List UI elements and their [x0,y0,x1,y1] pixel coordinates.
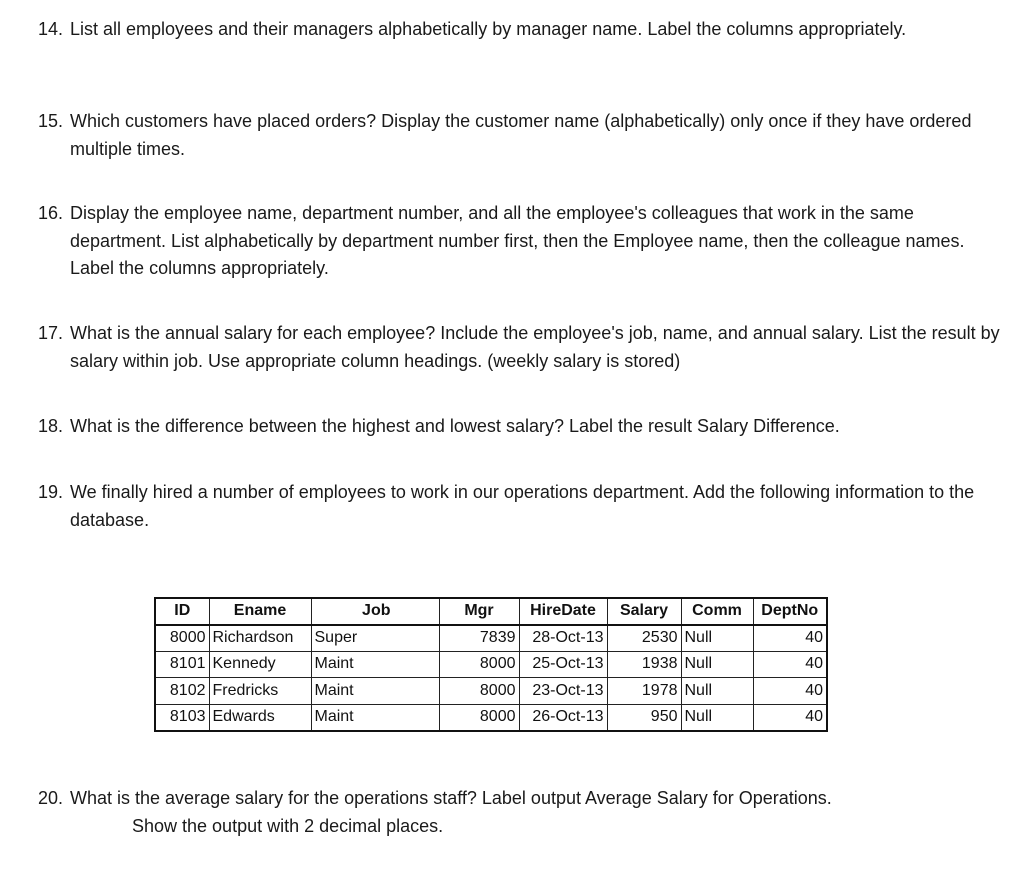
question-18 [38,413,1008,441]
cell-mgr: 8000 [439,704,519,731]
cell-job: Maint [311,678,439,705]
cell-salary: 1978 [607,678,681,705]
cell-ename: Edwards [209,704,311,731]
cell-id: 8103 [155,704,209,731]
question-17 [38,320,1008,375]
column-header-mgr: Mgr [439,598,519,625]
question-number: 14. [38,19,64,39]
question-text: What is the difference between the highest and lowest salary? Label the result Salary Difference. [70,416,840,436]
question-text: Display the employee name, department number, and all the employee's colleagues that work in the same department. List alphabetically by department number first, then the Employee name, then the colleague names. Label the columns appropriately. [70,203,965,278]
table-row [155,678,827,705]
question-15 [38,108,1008,163]
question-16 [38,200,1008,283]
question-text: What is the average salary for the operations staff? Label output Average Salary for Operations. [70,788,832,808]
column-header-ename: Ename [209,598,311,625]
cell-deptno: 40 [753,704,827,731]
cell-ename: Kennedy [209,651,311,678]
cell-salary: 1938 [607,651,681,678]
question-number: 19. [38,482,64,502]
question-text: What is the annual salary for each employee? Include the employee's job, name, and annual salary. List the result by salary within job. Use appropriate column headings. (weekly salary is stored) [70,323,1000,371]
cell-hiredate: 26-Oct-13 [519,704,607,731]
question-text: List all employees and their managers alphabetically by manager name. Label the columns appropriately. [70,19,907,39]
question-number: 15. [38,111,64,131]
cell-mgr: 8000 [439,678,519,705]
question-14 [38,16,1008,44]
column-header-id: ID [155,598,209,625]
cell-deptno: 40 [753,625,827,652]
cell-ename: Richardson [209,625,311,652]
question-number: 20. [38,788,64,808]
cell-job: Maint [311,651,439,678]
cell-hiredate: 25-Oct-13 [519,651,607,678]
cell-comm: Null [681,651,753,678]
column-header-hiredate: HireDate [519,598,607,625]
question-text: We finally hired a number of employees to work in our operations department. Add the following information to the database. [70,482,975,530]
cell-hiredate: 28-Oct-13 [519,625,607,652]
cell-salary: 950 [607,704,681,731]
cell-comm: Null [681,704,753,731]
table-row [155,704,827,731]
cell-ename: Fredricks [209,678,311,705]
cell-deptno: 40 [753,678,827,705]
table-row [155,625,827,652]
cell-id: 8101 [155,651,209,678]
cell-job: Super [311,625,439,652]
cell-deptno: 40 [753,651,827,678]
question-20 [38,785,1008,840]
question-number: 16. [38,203,64,223]
question-number: 17. [38,323,64,343]
column-header-comm: Comm [681,598,753,625]
cell-salary: 2530 [607,625,681,652]
cell-comm: Null [681,678,753,705]
cell-id: 8000 [155,625,209,652]
table-header-row [155,598,827,625]
question-number: 18. [38,416,64,436]
column-header-deptno: DeptNo [753,598,827,625]
cell-hiredate: 23-Oct-13 [519,678,607,705]
question-19 [38,479,1008,534]
cell-mgr: 7839 [439,625,519,652]
table-row [155,651,827,678]
question-text: Which customers have placed orders? Display the customer name (alphabetically) only once if they have ordered multiple times. [70,111,972,159]
cell-job: Maint [311,704,439,731]
employee-table [154,597,828,732]
column-header-job: Job [311,598,439,625]
cell-mgr: 8000 [439,651,519,678]
question-text-continued: Show the output with 2 decimal places. [132,815,444,836]
cell-id: 8102 [155,678,209,705]
cell-comm: Null [681,625,753,652]
column-header-salary: Salary [607,598,681,625]
